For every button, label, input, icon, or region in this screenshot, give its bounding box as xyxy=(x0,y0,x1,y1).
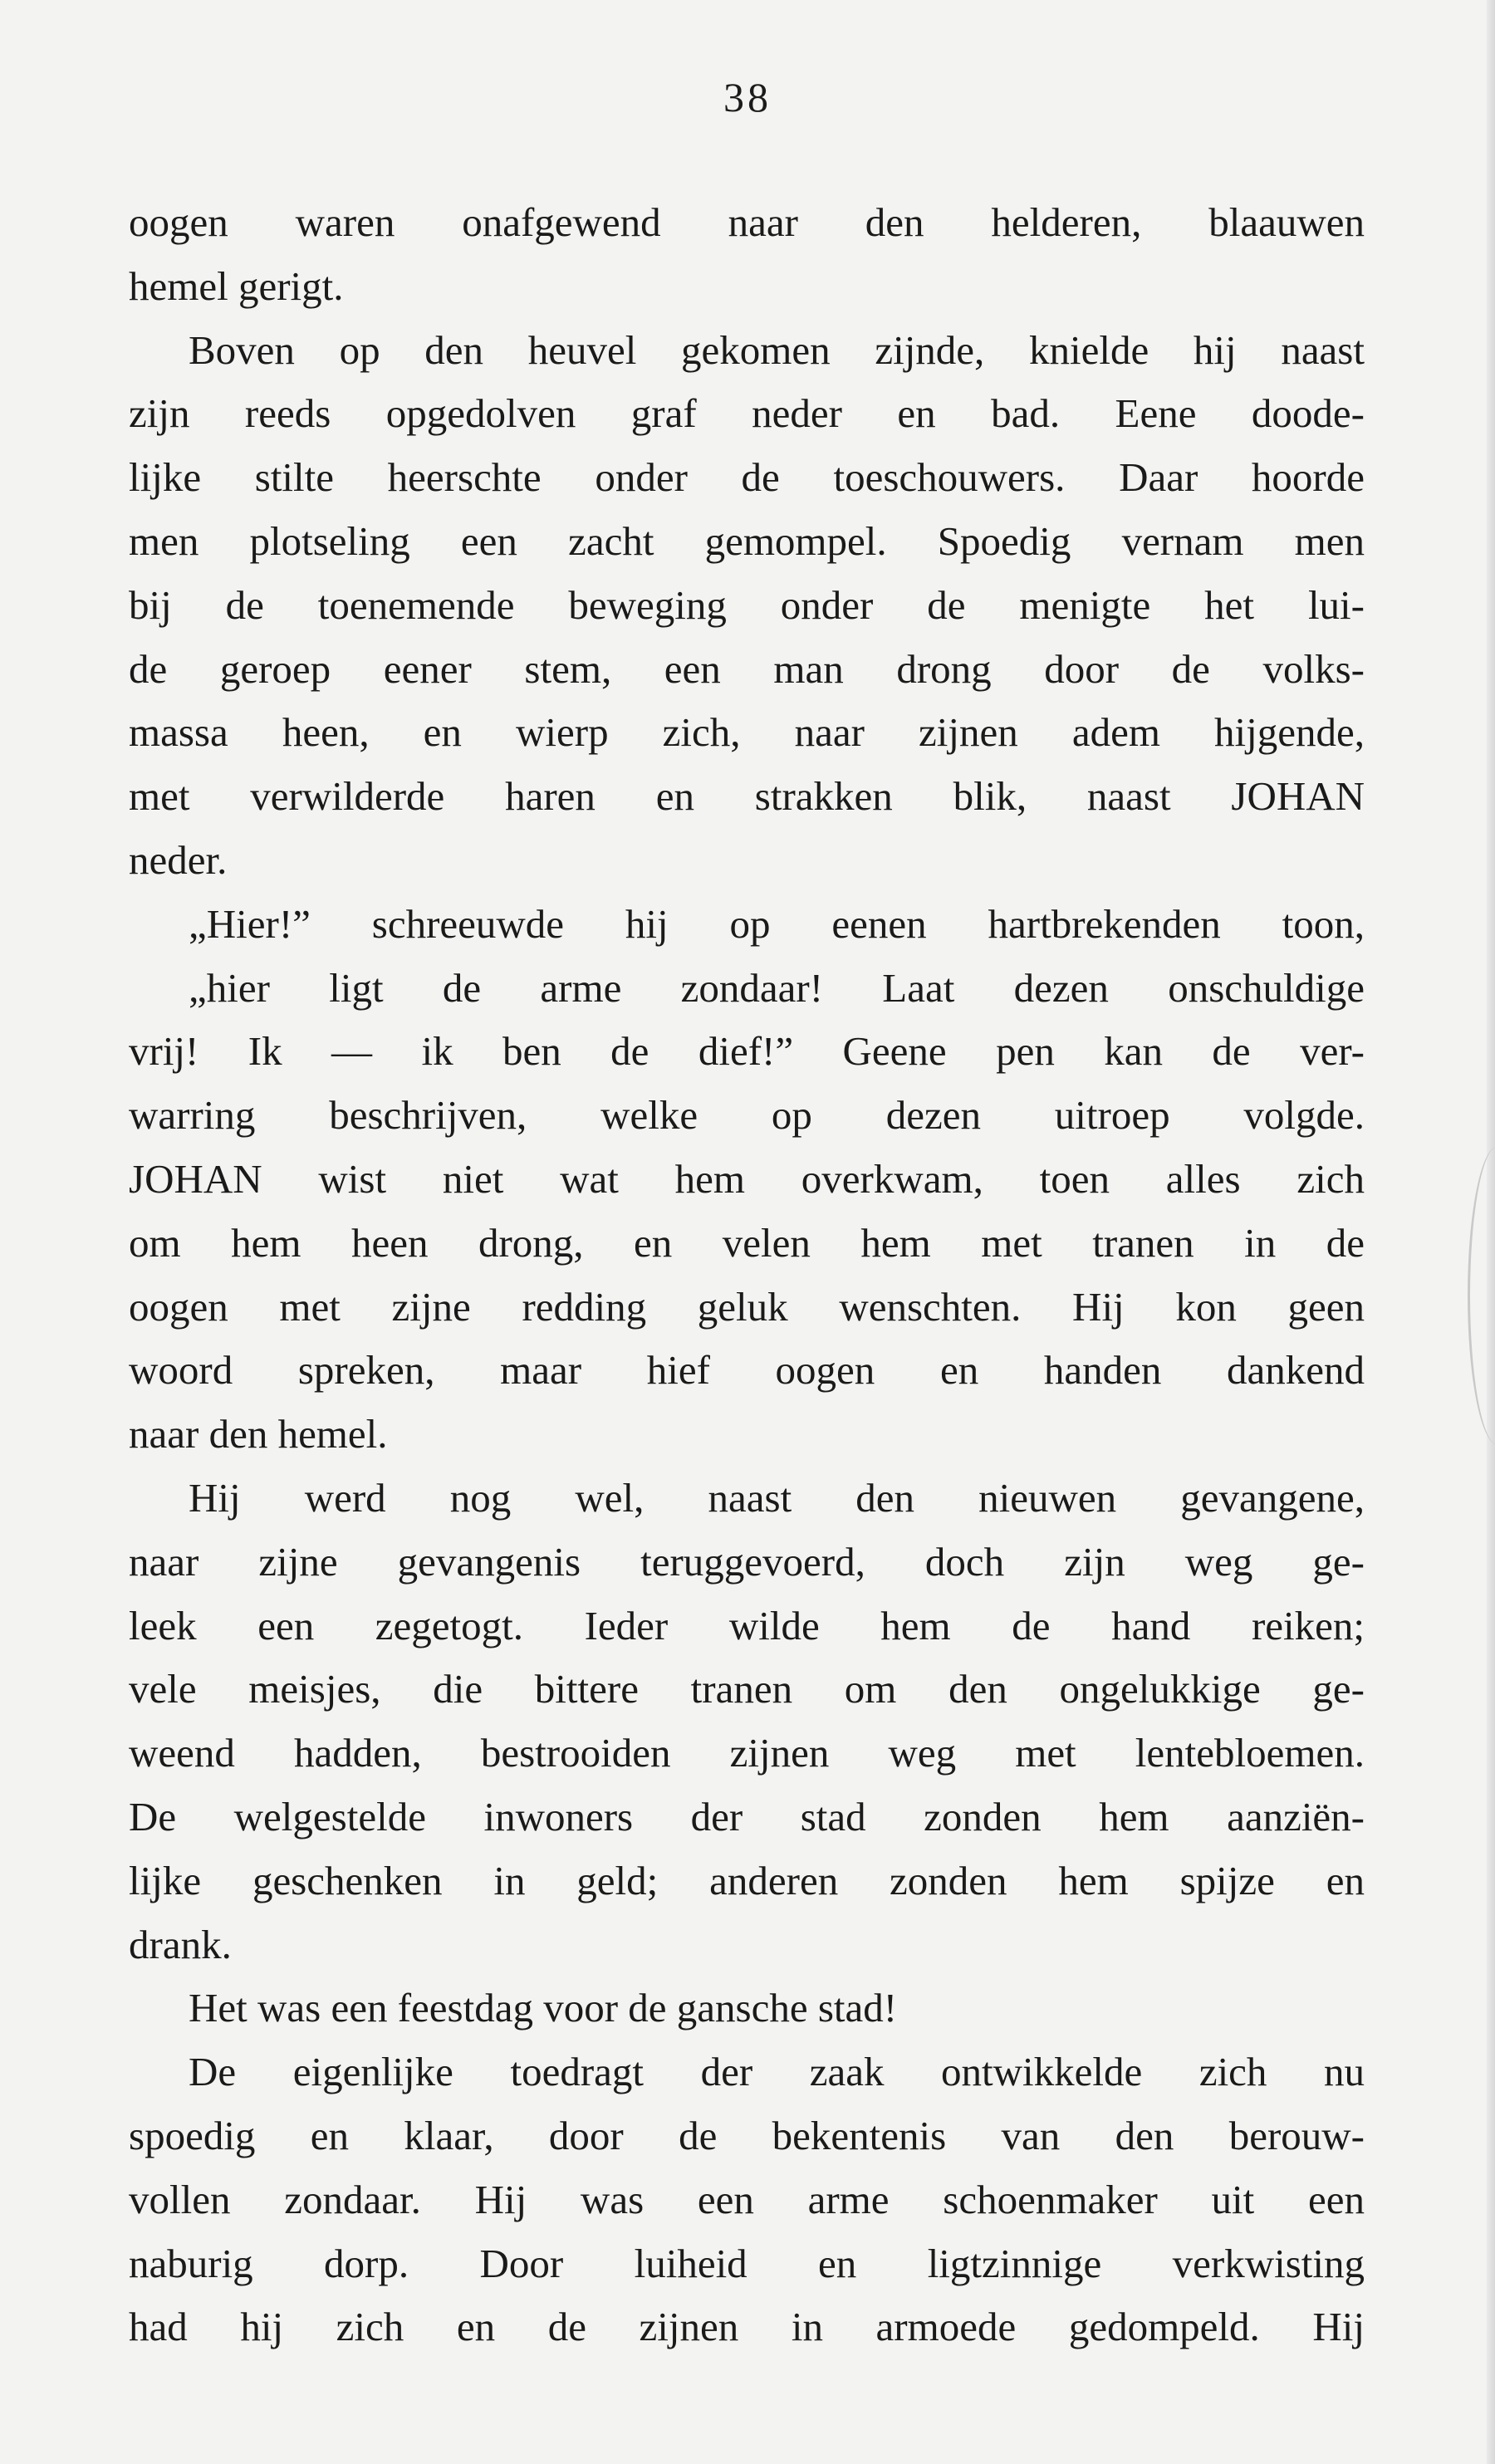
text-line: warring beschrijven, welke op dezen uitroep volgde. xyxy=(129,1092,1365,1139)
text-line: JOHAN wist niet wat hem overkwam, toen alles zich xyxy=(129,1155,1365,1202)
text-line: naar den hemel. xyxy=(129,1411,388,1457)
text-line: had hij zich en de zijnen in armoede gedompeld. Hij xyxy=(129,2304,1365,2350)
text-line: vollen zondaar. Hij was een arme schoenmaker uit een xyxy=(129,2176,1365,2222)
text-line: neder. xyxy=(129,836,228,883)
body-text xyxy=(129,191,1365,2359)
text-line: Het was een feestdag voor de gansche stad! xyxy=(189,1985,898,2031)
text-line: vrij! Ik — ik ben de dief!” Geene pen kan de ver- xyxy=(129,1028,1365,1075)
text-line: „hier ligt de arme zondaar! Laat dezen onschuldige xyxy=(189,964,1365,1011)
text-line: men plotseling een zacht gemompel. Spoedig vernam men xyxy=(129,517,1365,564)
text-line: lijke stilte heerschte onder de toeschouwers. Daar hoorde xyxy=(129,454,1365,501)
text-line: leek een zegetogt. Ieder wilde hem de hand reiken; xyxy=(129,1602,1365,1648)
text-line: De welgestelde inwoners der stad zonden hem aanziën- xyxy=(129,1793,1365,1839)
text-line: hemel gerigt. xyxy=(129,262,344,309)
text-line: vele meisjes, die bittere tranen om den ongelukkige ge- xyxy=(129,1666,1365,1712)
text-line: lijke geschenken in geld; anderen zonden hem spijze en xyxy=(129,1857,1365,1903)
text-line: om hem heen drong, en velen hem met tranen in de xyxy=(129,1219,1365,1266)
text-line: oogen met zijne redding geluk wenschten. Hij kon geen xyxy=(129,1283,1365,1330)
text-line: oogen waren onafgewend naar den helderen, blaauwen xyxy=(129,199,1365,245)
text-line: „Hier!” schreeuwde hij op eenen hartbrekenden toon, xyxy=(189,900,1365,947)
text-line: drank. xyxy=(129,1921,232,1967)
text-line: naburig dorp. Door luiheid en ligtzinnige verkwisting xyxy=(129,2240,1365,2286)
text-line: woord spreken, maar hief oogen en handen dankend xyxy=(129,1347,1365,1394)
text-line: bij de toenemende beweging onder de menigte het lui- xyxy=(129,581,1365,628)
text-line: spoedig en klaar, door de bekentenis van den berouw- xyxy=(129,2112,1365,2158)
text-line: weend hadden, bestrooiden zijnen weg met lentebloemen. xyxy=(129,1730,1365,1776)
text-line: massa heen, en wierp zich, naar zijnen adem hijgende, xyxy=(129,709,1365,756)
text-line: zijn reeds opgedolven graf neder en bad. Eene doode- xyxy=(129,390,1365,437)
page-number: 38 xyxy=(723,74,772,120)
text-line: Hij werd nog wel, naast den nieuwen gevangene, xyxy=(189,1474,1365,1521)
text-line: Boven op den heuvel gekomen zijnde, knielde hij naast xyxy=(189,326,1365,373)
text-line: de geroep eener stem, een man drong door de volks- xyxy=(129,645,1365,692)
text-line: naar zijne gevangenis teruggevoerd, doch zijn weg ge- xyxy=(129,1538,1365,1585)
text-line: De eigenlijke toedragt der zaak ontwikkelde zich nu xyxy=(189,2049,1365,2095)
next-page-curl xyxy=(1468,1146,1495,1445)
text-line: met verwilderde haren en strakken blik, naast JOHAN xyxy=(129,773,1365,820)
